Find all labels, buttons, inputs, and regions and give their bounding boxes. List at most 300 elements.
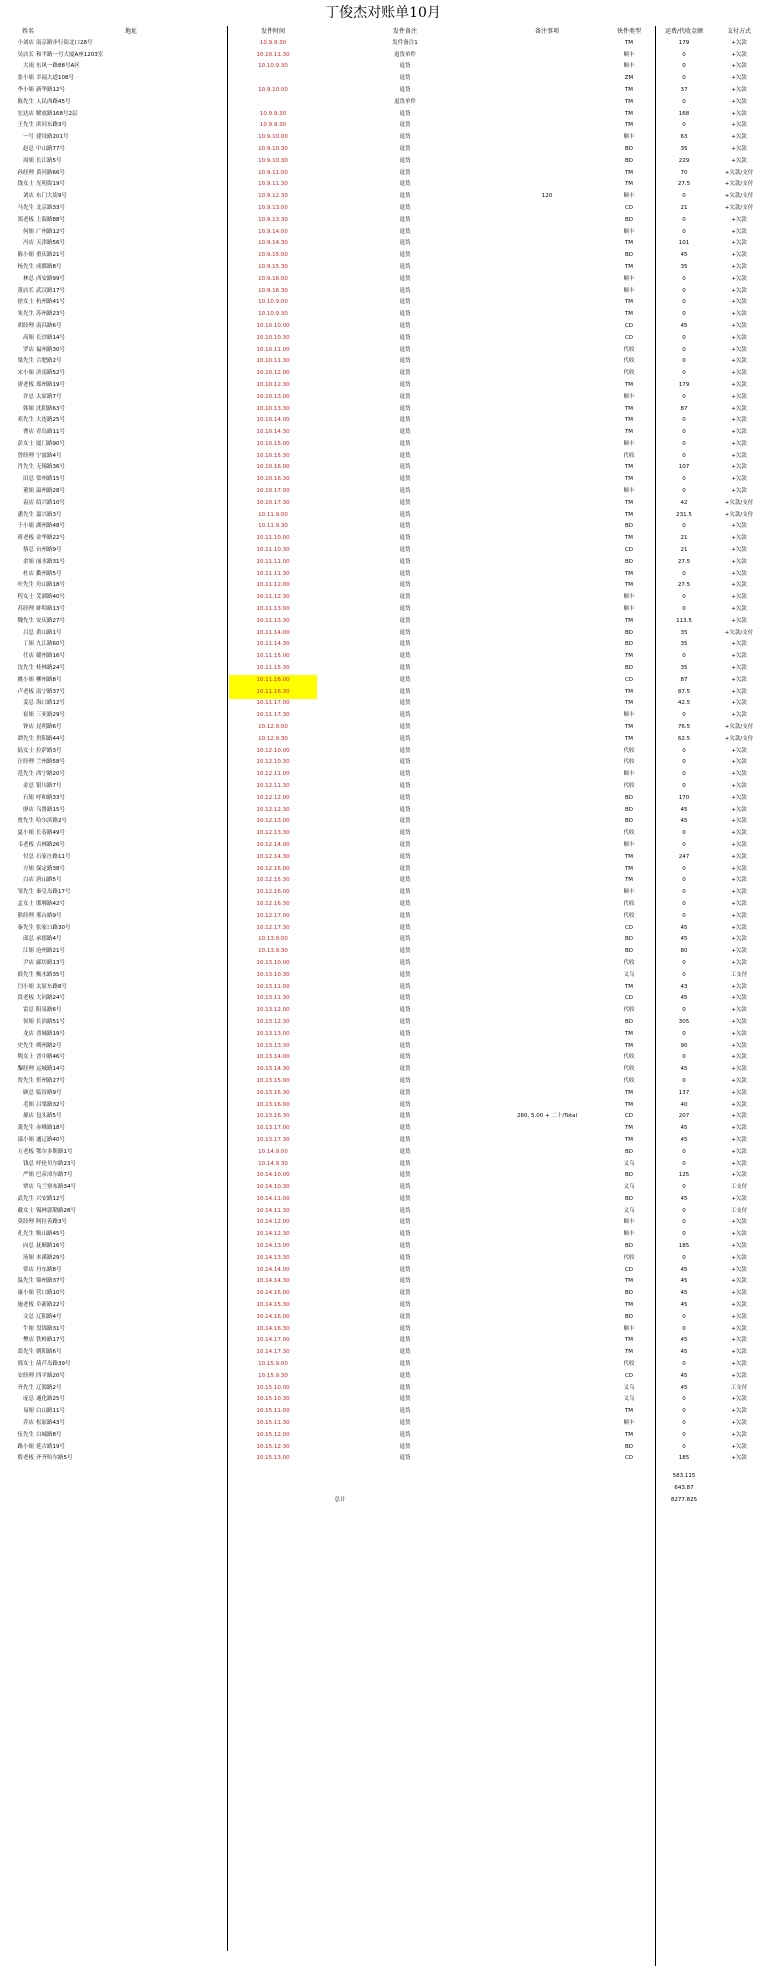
cell-remark: 退货 (399, 547, 411, 554)
cell-name: 王先生 (17, 122, 34, 129)
table-row (0, 1005, 766, 1017)
cell-pay: +欠款 (731, 1431, 747, 1438)
cell-addr: 衡水路35号 (36, 971, 65, 978)
table-row (0, 286, 766, 298)
cell-name: 黎经理 (17, 1066, 34, 1073)
cell-addr: 太原东路8号 (36, 983, 67, 990)
cell-addr: 银川路7号 (36, 783, 62, 789)
cell-time: 10.13.10.30 (256, 971, 290, 978)
cell-note (492, 227, 602, 239)
cell-addr: 青岛路11号 (36, 429, 65, 436)
cell-addr: 蚌埠路13号 (36, 606, 65, 613)
cell-amt: 35 (680, 145, 688, 152)
cell-name: 陶女士 (17, 1054, 34, 1061)
cell-pay: +欠款 (731, 39, 747, 46)
cell-type: 代收 (623, 1254, 635, 1261)
cell-addr: 黄山路1号 (36, 629, 62, 636)
cell-pay: +欠款 (731, 853, 747, 860)
cell-remark: 退货 (399, 1396, 411, 1403)
cell-name: 庞总 (22, 1396, 34, 1403)
cell-addr: 武汉路17号 (36, 287, 65, 294)
cell-time: 10.12.16.30 (256, 900, 290, 907)
table-row (0, 958, 766, 970)
cell-type: 顺丰 (623, 1325, 635, 1332)
cell-pay: +欠款 (731, 86, 747, 93)
cell-addr: 鄂尔多斯路1号 (36, 1148, 73, 1155)
cell-time: 10.9.10.30 (258, 157, 288, 164)
cell-pay: +欠款 (731, 75, 747, 82)
cell-pay: +欠款 (731, 440, 747, 447)
cell-name: 石姐 (22, 794, 34, 801)
cell-pay: +欠款 (731, 452, 747, 459)
cell-name: 宋小姐 (17, 370, 34, 377)
cell-time: 10.13.12.00 (256, 1007, 290, 1014)
cell-note (492, 1041, 602, 1053)
cell-time: 10.10.14.30 (256, 429, 290, 436)
cell-note (492, 993, 602, 1005)
table-row (0, 911, 766, 923)
cell-name: 戴女士 (17, 1207, 34, 1214)
cell-name: 文总 (22, 1313, 34, 1320)
table-row (0, 227, 766, 239)
cell-name: 安经理 (17, 1372, 34, 1379)
cell-time: 10.11.12.30 (256, 594, 290, 601)
header-name: 姓名 (21, 28, 34, 35)
cell-type: TM (624, 240, 634, 247)
cell-name: 郝店 (22, 1113, 34, 1120)
cell-note (492, 1170, 602, 1182)
cell-pay: +欠款 (731, 1195, 747, 1202)
cell-name: 乔店 (22, 1420, 34, 1427)
cell-name: 龚先生 (17, 1125, 34, 1132)
cell-type: 顺丰 (623, 63, 635, 70)
cell-pay: +欠款 (731, 948, 747, 955)
cell-name: 沈先生 (17, 665, 34, 672)
cell-addr: 常州路15号 (36, 476, 65, 483)
cell-pay: +欠款 (731, 1231, 747, 1238)
cell-name: 徐女士 (17, 299, 34, 306)
cell-note (492, 1324, 602, 1336)
cell-addr: 新华路12号 (36, 86, 65, 93)
table-row (0, 109, 766, 121)
cell-pay: +欠款 (731, 252, 747, 259)
cell-note (492, 746, 602, 758)
cell-pay: +欠款 (731, 358, 747, 365)
cell-addr: 吉林路26号 (36, 841, 65, 848)
cell-type: TM (624, 582, 634, 589)
table-row (0, 1041, 766, 1053)
cell-name: 熊经理 (17, 912, 34, 919)
cell-pay: +欠款 (731, 275, 747, 282)
cell-addr: 廊坊路13号 (36, 959, 65, 966)
cell-type: 代收 (623, 1066, 635, 1073)
cell-addr: 晋城路19号 (36, 1030, 65, 1037)
cell-amt: 0 (682, 334, 686, 341)
cell-addr: 营口路10号 (36, 1290, 65, 1297)
cell-name: 姚小姐 (17, 676, 34, 683)
cell-addr: 阿拉善路3号 (36, 1219, 67, 1226)
table-row (0, 1300, 766, 1312)
cell-time: 10.11.12.00 (256, 582, 290, 589)
cell-addr: 无锡路36号 (36, 464, 65, 471)
table-row (0, 710, 766, 722)
cell-remark: 退货 (399, 1337, 411, 1344)
cell-time: 10.11.14.00 (256, 629, 290, 636)
cell-name: 汤姐 (22, 1254, 34, 1261)
cell-amt: 125 (678, 1172, 690, 1179)
cell-amt: 107 (678, 464, 690, 471)
cell-time: 10.10.11.30 (256, 358, 290, 365)
cell-note (492, 50, 602, 62)
cell-remark: 退货 (399, 1278, 411, 1285)
cell-remark: 退货 (399, 783, 411, 789)
cell-time: 10.9.9.30 (259, 122, 287, 129)
table-row (0, 1194, 766, 1206)
cell-name: 田总 (22, 476, 34, 483)
cell-pay: +欠款 (731, 865, 747, 872)
cell-amt: 0 (682, 311, 686, 318)
cell-name: 钱总 (22, 1160, 34, 1167)
table-row (0, 970, 766, 982)
cell-type: BD (624, 558, 633, 565)
cell-time: 10.11.16.00 (256, 676, 290, 683)
cell-time: 10.14.16.30 (256, 1325, 290, 1332)
cell-pay: +欠款 (731, 299, 747, 306)
cell-remark: 退货 (399, 1077, 411, 1084)
cell-pay: +欠款 (731, 122, 747, 129)
cell-remark: 退货 (399, 499, 411, 506)
cell-time: 10.9.16.00 (258, 275, 288, 282)
table-row (0, 864, 766, 876)
cell-type: 顺丰 (623, 1420, 635, 1427)
cell-name: 大雨 (22, 63, 34, 70)
cell-addr: 东风一路88号A区 (36, 63, 80, 70)
cell-pay: +欠款 (731, 311, 747, 318)
cell-type: TM (624, 853, 634, 860)
cell-type: 代收 (623, 830, 635, 837)
cell-addr: 中山路77号 (36, 145, 65, 152)
cell-pay: +欠款 (731, 1018, 747, 1025)
cell-type: CD (624, 204, 634, 211)
cell-time: 10.14.12.00 (256, 1219, 290, 1226)
cell-time: 10.12.15.00 (256, 865, 290, 872)
cell-remark: 退货 (399, 86, 411, 93)
cell-note (492, 805, 602, 817)
cell-amt: 21 (680, 547, 688, 554)
header-remark: 发件备注 (392, 28, 417, 35)
cell-pay: +欠款 (731, 806, 747, 813)
cell-remark: 退货 (399, 1148, 411, 1155)
table-row (0, 1052, 766, 1064)
cell-name: 彭女士 (17, 440, 34, 447)
cell-name: 郑老板 (17, 216, 34, 223)
cell-name: 谭先生 (17, 735, 34, 742)
cell-amt: 0 (682, 971, 686, 978)
cell-remark: 退货 (399, 311, 411, 318)
cell-remark: 退货 (399, 488, 411, 495)
cell-note (492, 274, 602, 286)
cell-addr: 济南路52号 (36, 370, 65, 377)
cell-note (492, 722, 602, 734)
table-row (0, 1076, 766, 1088)
cell-remark: 退货单件 (393, 98, 416, 105)
cell-name: 于小姐 (17, 523, 34, 530)
cell-amt: 35 (680, 665, 688, 672)
cell-note (492, 887, 602, 899)
cell-addr: 石家庄路11号 (36, 853, 71, 860)
table-row (0, 97, 766, 109)
cell-name: 毛姐 (22, 1101, 34, 1108)
cell-pay: +欠款 (731, 700, 747, 707)
cell-type: BD (624, 794, 633, 801)
cell-pay: +欠款 (731, 1290, 747, 1297)
cell-amt: 45 (680, 806, 688, 813)
cell-time: 10.10.12.00 (256, 370, 290, 377)
cell-remark: 退货 (399, 1207, 411, 1214)
cell-addr: 晋中路46号 (36, 1054, 65, 1061)
cell-type: TM (624, 499, 634, 506)
cell-time: 10.10.10.30 (256, 334, 290, 341)
cell-remark: 退货 (399, 806, 411, 813)
cell-type: CD (624, 334, 634, 341)
table-row (0, 297, 766, 309)
cell-type: TM (624, 1302, 634, 1309)
cell-amt: 0 (682, 1443, 686, 1450)
cell-type: TM (624, 535, 634, 542)
table-row (0, 120, 766, 132)
cell-time: 10.15.11.00 (256, 1408, 290, 1415)
cell-amt: 0 (682, 653, 686, 660)
cell-note (492, 663, 602, 675)
cell-pay: +欠款 (731, 1302, 747, 1309)
cell-time: 10.12.17.30 (256, 924, 290, 931)
cell-name: 付总 (22, 853, 34, 860)
cell-pay: +欠款 (731, 747, 747, 754)
cell-note (492, 309, 602, 321)
cell-pay: +欠款 (731, 1420, 747, 1427)
cell-addr: 湖州路48号 (36, 523, 65, 530)
table-row (0, 333, 766, 345)
cell-name: 江姐 (22, 948, 34, 955)
table-row (0, 1347, 766, 1359)
cell-name: 吕总 (22, 629, 34, 636)
cell-time: 10.14.13.30 (256, 1254, 290, 1261)
cell-amt: 137 (678, 1089, 690, 1096)
cell-amt: 0 (682, 1030, 686, 1037)
cell-remark: 退货 (399, 511, 411, 518)
cell-time: 10.11.13.00 (256, 606, 290, 613)
cell-amt: 45 (680, 252, 688, 259)
cell-remark: 退货 (399, 1290, 411, 1297)
cell-time: 10.9.9.30 (259, 39, 287, 46)
cell-amt: 0 (682, 1361, 686, 1368)
cell-pay: +欠款 (731, 370, 747, 377)
cell-remark: 退货 (399, 1018, 411, 1025)
cell-type: BD (624, 629, 633, 636)
cell-remark: 退货 (399, 1054, 411, 1061)
cell-note (492, 923, 602, 935)
cell-name: 崔姐 (22, 712, 34, 719)
cell-addr: 兰州路58号 (36, 759, 65, 766)
cell-type: TM (624, 86, 634, 93)
cell-remark: 退货 (399, 370, 411, 377)
cell-addr: 秦皇岛路17号 (36, 889, 71, 896)
cell-remark: 退货 (399, 1113, 411, 1120)
cell-name: 杨先生 (17, 263, 34, 270)
cell-note (492, 1135, 602, 1147)
table-row (0, 498, 766, 510)
cell-pay: +欠款 (731, 1325, 747, 1332)
table-row (0, 1170, 766, 1182)
cell-remark: 退货 (399, 334, 411, 341)
cell-remark: 退货 (399, 1361, 411, 1368)
cell-note (492, 1359, 602, 1371)
cell-pay: +欠款 (731, 1408, 747, 1415)
table-row (0, 1276, 766, 1288)
cell-time: 10.11.15.30 (256, 665, 290, 672)
table-row (0, 1265, 766, 1277)
cell-type: 顺丰 (623, 275, 635, 282)
cell-name: 邢女士 (17, 1361, 34, 1368)
cell-remark: 退货 (399, 912, 411, 919)
cell-addr: 白城路8号 (36, 1431, 62, 1438)
cell-addr: 忻州路27号 (36, 1077, 65, 1084)
cell-amt: 87 (680, 405, 688, 412)
cell-note (492, 97, 602, 109)
cell-addr: 阜新路22号 (36, 1302, 65, 1309)
cell-type: TM (624, 405, 634, 412)
cell-name: 潘先生 (17, 511, 34, 518)
cell-note (492, 533, 602, 545)
cell-time: 10.14.15.00 (256, 1290, 290, 1297)
cell-amt: 0 (682, 63, 686, 70)
table-row (0, 805, 766, 817)
cell-name: 冯店 (22, 240, 34, 247)
table-row (0, 1159, 766, 1171)
cell-name: 范先生 (17, 771, 34, 778)
cell-remark: 退货 (399, 240, 411, 247)
cell-pay: +欠款 (731, 1089, 747, 1096)
table-row (0, 439, 766, 451)
table-row (0, 132, 766, 144)
cell-amt: 35 (680, 641, 688, 648)
header-type: 快件类型 (616, 28, 641, 35)
cell-remark: 退货 (399, 1254, 411, 1261)
cell-name: 孟女士 (17, 900, 34, 907)
cell-time: 10.9.13.00 (258, 204, 288, 211)
cell-pay: +欠款 (731, 676, 747, 683)
cell-note (492, 333, 602, 345)
cell-type: 代收 (623, 1007, 635, 1014)
table-row (0, 580, 766, 592)
table-row (0, 1288, 766, 1300)
table-row (0, 191, 766, 203)
cell-amt: 0 (682, 594, 686, 601)
table-row (0, 698, 766, 710)
cell-amt: 40 (680, 1101, 688, 1108)
cell-addr: 包头路5号 (36, 1113, 62, 1120)
table-row (0, 734, 766, 746)
cell-type: BD (624, 1313, 633, 1320)
table-row (0, 462, 766, 474)
cell-note (492, 1206, 602, 1218)
cell-addr: 人民西路45号 (36, 98, 71, 105)
cell-note (492, 1442, 602, 1454)
cell-type: BD (624, 252, 633, 259)
cell-note (492, 510, 602, 522)
cell-remark: 退货 (399, 1243, 411, 1250)
cell-time: 10.13.15.30 (256, 1089, 290, 1096)
cell-remark: 退货 (399, 818, 411, 825)
cell-remark: 退货 (399, 759, 411, 766)
summary-row (0, 1470, 766, 1482)
header-addr: 地址 (124, 28, 137, 35)
cell-name: 李小姐 (17, 86, 34, 93)
table-row (0, 793, 766, 805)
cell-time: 10.13.16.00 (256, 1101, 290, 1108)
cell-note (492, 368, 602, 380)
cell-remark: 退货 (399, 629, 411, 636)
cell-name: 孔先生 (17, 1231, 34, 1238)
cell-name: 康小姐 (17, 1290, 34, 1297)
cell-time: 10.11.15.00 (256, 653, 290, 660)
cell-amt: 0 (682, 275, 686, 282)
cell-name: 肖先生 (17, 464, 34, 471)
cell-name: 伍先生 (17, 1431, 34, 1438)
cell-remark: 退货 (399, 924, 411, 931)
cell-remark: 退货 (399, 1372, 411, 1379)
cell-time: 10.14.13.00 (256, 1243, 290, 1250)
cell-amt: 45 (680, 1136, 688, 1143)
header-amount: 运费/代收金额 (664, 28, 704, 35)
cell-time: 10.9.12.30 (258, 193, 288, 200)
cell-type: TM (624, 299, 634, 306)
cell-amt: 0 (682, 1231, 686, 1238)
cell-amt: 305 (678, 1018, 690, 1025)
cell-addr: 舟山路18号 (36, 582, 65, 589)
cell-amt: 0 (682, 476, 686, 483)
cell-note (492, 404, 602, 416)
cell-time: 10.12.13.30 (256, 830, 290, 837)
cell-pay: +欠款 (731, 334, 747, 341)
cell-note (492, 498, 602, 510)
cell-remark: 退货 (399, 936, 411, 943)
cell-remark: 退货 (399, 1266, 411, 1273)
cell-amt: 45 (680, 818, 688, 825)
table-row (0, 345, 766, 357)
table-row (0, 1135, 766, 1147)
cell-note (492, 781, 602, 793)
cell-name: 邱总 (22, 936, 34, 943)
cell-note: 120 (541, 193, 553, 200)
cell-name: 曹店 (22, 429, 34, 436)
table-row (0, 1206, 766, 1218)
cell-note (492, 1017, 602, 1029)
cell-addr: 天津路56号 (36, 240, 65, 247)
cell-remark: 退货 (399, 1325, 411, 1332)
cell-note (492, 982, 602, 994)
cell-type: CD (624, 1113, 634, 1120)
cell-time: 10.9.16.30 (258, 287, 288, 294)
cell-pay: +欠款 (731, 641, 747, 648)
cell-note (492, 946, 602, 958)
cell-note (492, 852, 602, 864)
cell-pay: +欠款 (731, 1361, 747, 1368)
cell-name: 董姐 (22, 488, 34, 495)
cell-remark: 退货 (399, 948, 411, 955)
cell-remark: 退货 (399, 1219, 411, 1226)
cell-addr: 阳泉路6号 (36, 1007, 62, 1014)
